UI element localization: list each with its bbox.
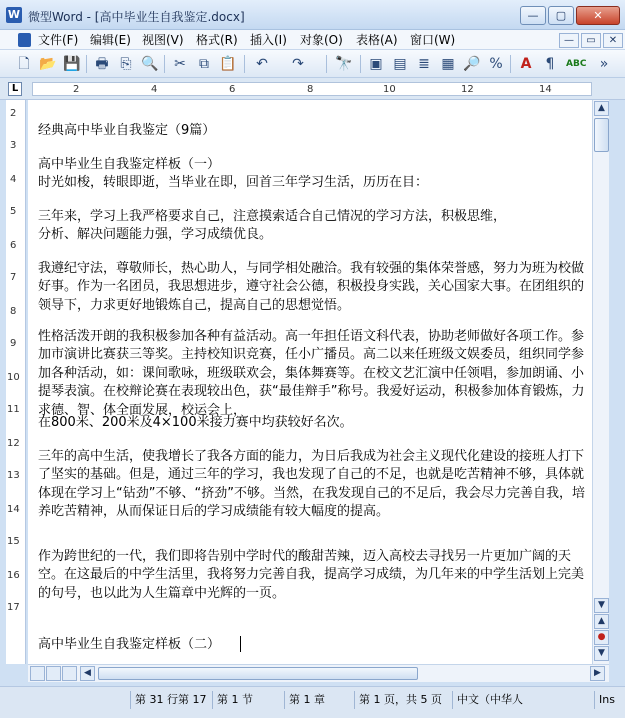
copy-icon[interactable]: ⧉ bbox=[199, 56, 209, 72]
paragraph[interactable]: 分析、解决问题能力强，学习成绩优良。 bbox=[38, 227, 273, 242]
pdf-icon[interactable]: ⎘ bbox=[120, 56, 132, 72]
horizontal-scroll-thumb[interactable] bbox=[98, 667, 418, 680]
status-line-column: 第 31 行第 17 bbox=[130, 691, 206, 709]
paragraph[interactable]: 我遵纪守法，尊敬师长，热心助人，与同学相处融洽。我有较强的集体荣誉感，努力为班为校做好事。作为一名团员，我思想进步，遵守社会公德，积极投身实践，关心国家大事。在团组织的领导下，力求更好地锻炼自己，提高自己的思想觉悟。 bbox=[38, 261, 585, 313]
ruler-number: 8 bbox=[307, 84, 314, 95]
ruler-number: 2 bbox=[73, 84, 80, 95]
ruler-number: 4 bbox=[10, 174, 17, 185]
doc-close-button[interactable]: ✕ bbox=[603, 33, 623, 48]
menu-window[interactable]: 窗口(W) bbox=[410, 33, 456, 47]
status-bar bbox=[0, 686, 625, 718]
scroll-up-button[interactable]: ▲ bbox=[594, 101, 609, 116]
paragraph[interactable]: 在800米、200米及4×100米接力赛中均获较好名次。 bbox=[38, 415, 353, 430]
spellcheck-icon[interactable]: ABC bbox=[566, 59, 587, 69]
redo-icon[interactable]: ↷ bbox=[292, 56, 304, 72]
ruler-number: 17 bbox=[7, 602, 20, 613]
horizontal-ruler[interactable] bbox=[0, 78, 625, 100]
ruler-number: 11 bbox=[7, 404, 20, 415]
outline-view-icon[interactable]: ≣ bbox=[418, 56, 430, 72]
scroll-left-button[interactable]: ◀ bbox=[80, 666, 95, 681]
ruler-number: 12 bbox=[7, 438, 20, 449]
document-page[interactable] bbox=[28, 100, 592, 664]
save-icon[interactable]: 💾 bbox=[63, 56, 81, 72]
document-heading[interactable]: 经典高中毕业自我鉴定（9篇） bbox=[38, 123, 216, 138]
toolbar-separator bbox=[244, 55, 245, 73]
paragraph[interactable]: 作为跨世纪的一代，我们即将告别中学时代的酸甜苦辣，迈入高校去寻找另一片更加广阔的天空。在这最后的中学生活里，我将努力完善自我，提高学习成绩，为几年来的中学生活划上完美的句号，也以此为人生篇章中光辉的一页。 bbox=[38, 549, 585, 601]
ruler-number: 9 bbox=[10, 338, 17, 349]
section-title[interactable]: 高中毕业生自我鉴定样板（二） bbox=[38, 637, 221, 652]
menu-format[interactable]: 格式(R) bbox=[196, 33, 238, 47]
status-language: 中文（中华人 bbox=[452, 691, 523, 709]
status-section: 第 1 节 bbox=[212, 691, 253, 709]
paragraph[interactable]: 三年的高中生活，使我增长了我各方面的能力，为日后我成为社会主义现代化建设的接班人打下了坚实的基础。但是，通过三年的学习，我也发现了自己的不足，也就是吃苦精神不够，具体就体现在学习上“钻劲”不够、“挤劲”不够。当然，在我发现自己的不足后，我会尽力完善自我，培养吃苦精神，从而保证日后的学习成绩能有较大幅度的提高。 bbox=[38, 449, 585, 520]
toolbar-separator bbox=[164, 55, 165, 73]
menu-table[interactable]: 表格(A) bbox=[356, 33, 398, 47]
percent-icon[interactable]: % bbox=[489, 56, 503, 72]
title-bar bbox=[0, 0, 625, 30]
status-chapter: 第 1 章 bbox=[284, 691, 325, 709]
web-view-icon[interactable]: ▤ bbox=[393, 56, 407, 72]
ruler-number: 14 bbox=[539, 84, 552, 95]
doc-restore-button[interactable]: ▭ bbox=[581, 33, 601, 48]
ruler-number: 2 bbox=[10, 108, 17, 119]
print-icon[interactable]: 🖶 bbox=[95, 56, 109, 72]
ruler-number: 12 bbox=[461, 84, 474, 95]
status-page: 第 1 页，共 5 页 bbox=[354, 691, 442, 709]
status-insert-mode[interactable]: Ins bbox=[594, 691, 615, 709]
previous-page-button[interactable]: ▲ bbox=[594, 614, 609, 629]
web-layout-icon[interactable] bbox=[46, 666, 61, 681]
format-icon[interactable]: ¶ bbox=[545, 56, 555, 72]
find-icon[interactable]: 🔭 bbox=[335, 56, 353, 72]
minimize-button[interactable]: — bbox=[520, 6, 546, 25]
vertical-ruler[interactable] bbox=[6, 100, 26, 664]
word-app-icon: W bbox=[7, 8, 21, 21]
paragraph[interactable]: 性格活泼开朗的我积极参加各种有益活动。高一年担任语文科代表，协助老师做好各项工作。参加市演讲比赛获三等奖。主持校知识竞赛，任小广播员。高二以来任班级文娱委员，组织同学参加各种活动，如：课间歌咏，班级联欢会，集体舞赛等。在校文艺汇演中任领唱，参加朗诵、小提琴表演。在校辩论赛在表现较出色，获“最佳辩手”称号。我爱好运动，积极参加体育锻炼，力求德、智、体全面发展，校运会上， bbox=[38, 329, 585, 418]
menu-file[interactable]: 文件(F) bbox=[38, 33, 79, 47]
doc-minimize-button[interactable]: — bbox=[559, 33, 579, 48]
ruler-number: 7 bbox=[10, 272, 17, 283]
paragraph[interactable]: 三年来，学习上我严格要求自己，注意摸索适合自己情况的学习方法，积极思维， bbox=[38, 209, 507, 224]
section-title[interactable]: 高中毕业生自我鉴定样板（一） bbox=[38, 157, 221, 172]
maximize-button[interactable]: ▢ bbox=[548, 6, 574, 25]
menu-bar bbox=[0, 30, 625, 50]
close-button[interactable]: ✕ bbox=[576, 6, 620, 25]
ruler-number: 16 bbox=[7, 570, 20, 581]
vertical-scrollbar[interactable] bbox=[592, 100, 609, 664]
scroll-right-button[interactable]: ▶ bbox=[590, 666, 605, 681]
ruler-number: 10 bbox=[383, 84, 396, 95]
paragraph[interactable]: 时光如梭，转眼即逝，当毕业在即，回首三年学习生活，历历在目： bbox=[38, 175, 429, 190]
window-title: 微型Word - [高中毕业生自我鉴定.docx] bbox=[28, 10, 245, 24]
scroll-down-button[interactable]: ▼ bbox=[594, 598, 609, 613]
cut-icon[interactable]: ✂ bbox=[174, 56, 186, 72]
zoom-icon[interactable]: 🔎 bbox=[463, 56, 481, 72]
document-icon[interactable] bbox=[18, 33, 31, 47]
more-icon[interactable]: » bbox=[599, 56, 609, 72]
ruler-number: 14 bbox=[7, 504, 20, 515]
ruler-number: 15 bbox=[7, 536, 20, 547]
tab-selector[interactable]: L bbox=[8, 82, 22, 96]
ruler-number: 13 bbox=[7, 470, 20, 481]
ruler-number: 8 bbox=[10, 306, 17, 317]
ruler-strip[interactable] bbox=[32, 82, 592, 96]
next-page-button[interactable]: ▼ bbox=[594, 646, 609, 661]
paste-icon[interactable]: 📋 bbox=[219, 56, 237, 72]
print-preview-icon[interactable]: 🔍 bbox=[141, 56, 159, 72]
select-browse-object-button[interactable]: ● bbox=[594, 630, 609, 645]
text-cursor bbox=[240, 636, 241, 652]
vertical-scroll-thumb[interactable] bbox=[594, 118, 609, 152]
ruler-number: 4 bbox=[151, 84, 158, 95]
open-icon[interactable]: 📂 bbox=[39, 56, 57, 72]
standard-toolbar bbox=[0, 50, 625, 78]
draft-view-icon[interactable]: ▦ bbox=[441, 56, 455, 72]
horizontal-scrollbar[interactable] bbox=[28, 664, 609, 682]
ruler-number: 3 bbox=[10, 140, 17, 151]
ruler-number: 6 bbox=[10, 240, 17, 251]
ruler-number: 10 bbox=[7, 372, 20, 383]
toolbar-separator bbox=[510, 55, 511, 73]
toolbar-separator bbox=[86, 55, 87, 73]
menu-insert[interactable]: 插入(I) bbox=[250, 33, 287, 47]
toolbar-separator bbox=[326, 55, 327, 73]
toolbar-separator bbox=[360, 55, 361, 73]
normal-view-icon[interactable] bbox=[30, 666, 45, 681]
page-view-icon[interactable]: ▣ bbox=[369, 56, 383, 72]
font-color-icon[interactable]: A bbox=[520, 56, 532, 72]
ruler-number: 5 bbox=[10, 206, 17, 217]
menu-view[interactable]: 视图(V) bbox=[142, 33, 184, 47]
menu-edit[interactable]: 编辑(E) bbox=[90, 33, 131, 47]
new-icon[interactable]: 🗋 bbox=[18, 56, 30, 72]
print-layout-icon[interactable] bbox=[62, 666, 77, 681]
ruler-number: 6 bbox=[229, 84, 236, 95]
undo-icon[interactable]: ↶ bbox=[256, 56, 268, 72]
menu-object[interactable]: 对象(O) bbox=[300, 33, 343, 47]
